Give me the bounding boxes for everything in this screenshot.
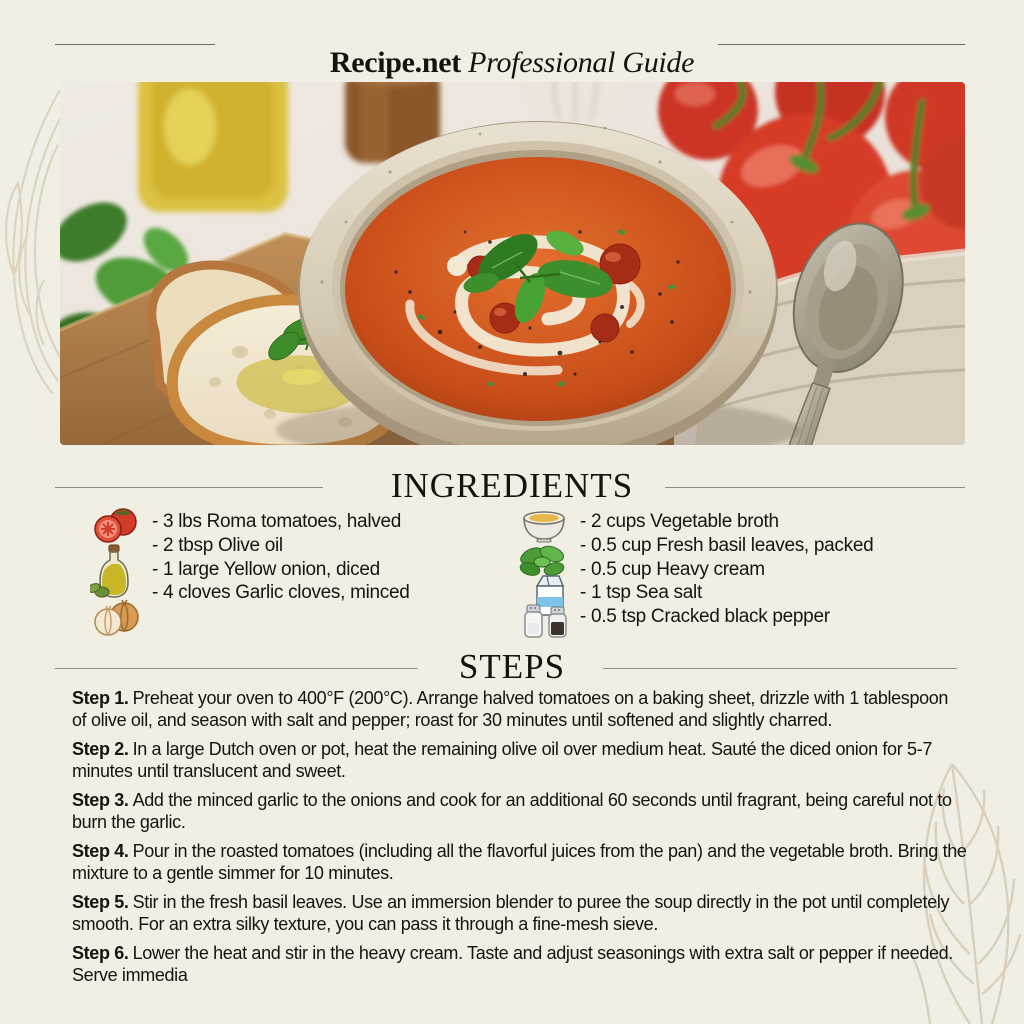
step-label: Step 2. — [72, 739, 129, 759]
broth-bowl-icon — [520, 506, 568, 544]
steps-list — [72, 687, 967, 993]
step-label: Step 6. — [72, 943, 129, 963]
branch-ornament — [0, 75, 64, 405]
step-label: Step 1. — [72, 688, 129, 708]
onion-garlic-icon — [92, 597, 142, 639]
step-text: Stir in the fresh basil leaves. Use an immersion blender to puree the soup directly in the pot until completely smooth. For an extra silky texture, you can pass it through a fine-mesh sieve. — [72, 892, 950, 934]
salt-pepper-icon — [522, 598, 570, 640]
hero-photo — [60, 82, 965, 445]
ingredient-item: - 4 cloves Garlic cloves, minced — [152, 582, 410, 604]
ingredient-item: - 0.5 cup Fresh basil leaves, packed — [580, 534, 874, 556]
step — [72, 840, 967, 884]
step-text: Lower the heat and stir in the heavy cream. Taste and adjust seasonings with extra salt or pepper if needed. Serve immedia — [72, 943, 953, 985]
brand-name: Recipe.net — [329, 46, 461, 80]
step — [72, 738, 967, 782]
ingredient-item: - 1 tsp Sea salt — [580, 582, 702, 604]
ingredients-title: INGREDIENTS — [390, 466, 634, 505]
divider-line — [718, 44, 965, 45]
step — [72, 687, 967, 731]
step-text: Preheat your oven to 400°F (200°C). Arrange halved tomatoes on a baking sheet, drizzle with 1 tablespoon of olive oil, and season with salt and pepper; roast for 30 minutes until softened and slightly charred. — [72, 688, 949, 730]
oil-jar — [138, 82, 288, 212]
ingredient-item: - 2 tbsp Olive oil — [152, 534, 283, 556]
ingredient-item: - 3 lbs Roma tomatoes, halved — [152, 511, 401, 532]
ingredient-item: - 0.5 cup Heavy cream — [580, 558, 765, 580]
step — [72, 942, 967, 986]
brand-subtitle: Professional Guide — [468, 46, 695, 80]
ingredient-item: - 0.5 tsp Cracked black pepper — [580, 606, 830, 628]
step — [72, 891, 967, 935]
step-text: In a large Dutch oven or pot, heat the remaining olive oil over medium heat. Sauté the diced onion for 5-7 minutes until translucent and sweet. — [72, 739, 932, 781]
step — [72, 789, 967, 833]
page-title — [0, 46, 1024, 80]
step-text: Pour in the roasted tomatoes (including all the flavorful juices from the pan) and the vegetable broth. Bring the mixture to a gentle simmer for 10 minutes. — [72, 841, 967, 883]
ingredient-list-right — [580, 510, 873, 629]
step-label: Step 5. — [72, 892, 129, 912]
step-label: Step 4. — [72, 841, 129, 861]
step-text: Add the minced garlic to the onions and cook for an additional 60 seconds until fragrant, being careful not to burn the garlic. — [72, 790, 952, 832]
ingredient-item: - 1 large Yellow onion, diced — [152, 558, 380, 580]
tomatoes-icon — [92, 505, 140, 545]
step-label: Step 3. — [72, 790, 129, 810]
divider-line — [55, 44, 215, 45]
ingredient-item: - 2 cups Vegetable broth — [580, 511, 779, 532]
steps-title: STEPS — [458, 647, 566, 686]
olive-oil-icon — [90, 544, 136, 600]
ingredient-list-left — [152, 510, 410, 605]
